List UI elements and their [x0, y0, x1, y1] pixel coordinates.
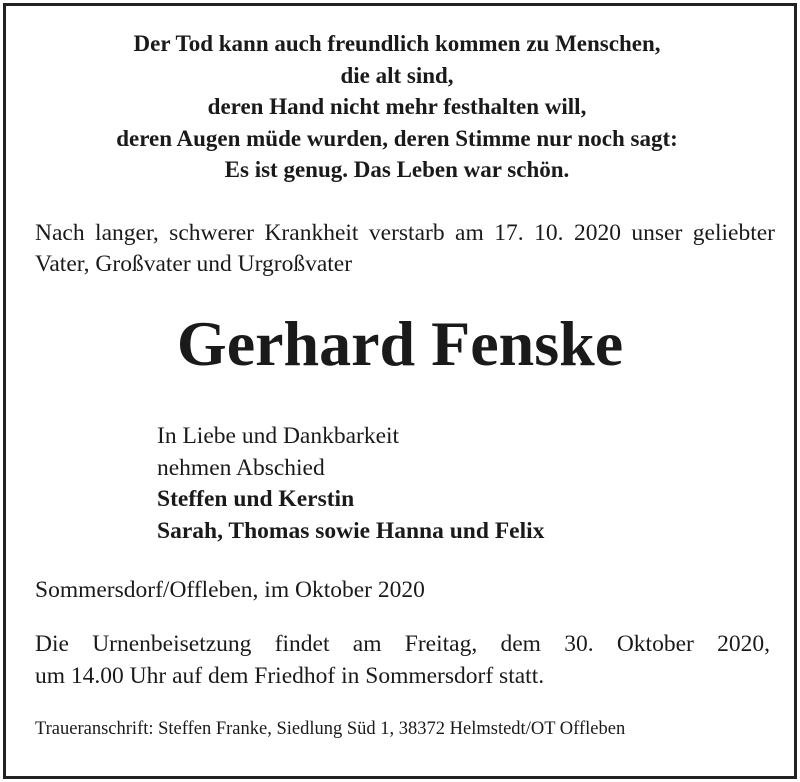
poem-line: die alt sind,: [340, 62, 454, 88]
poem-line: Es ist genug. Das Leben war schön.: [224, 157, 570, 182]
mourners-line: nehmen Abschied: [157, 454, 325, 481]
deceased-name: Gerhard Fenske: [176, 308, 624, 379]
burial-notice: [35, 628, 770, 692]
mourning-address: Traueranschrift: Steffen Franke, Siedlung Süd 1, 38372 Helmstedt/OT Offleben: [35, 719, 626, 739]
poem-line: Der Tod kann auch freundlich kommen zu Menschen,: [133, 31, 661, 56]
poem-line: deren Hand nicht mehr festhalten will,: [207, 94, 587, 119]
death-announcement: Nach langer, schwerer Krankheit verstarb am 17. 10. 2020 unser geliebter Vater, Großvater und Urgroßvater: [35, 220, 775, 277]
poem: [0, 28, 794, 186]
mourners-names: Steffen und Kerstin: [157, 486, 355, 512]
place-date: Sommersdorf/Offleben, im Oktober 2020: [35, 577, 425, 603]
burial-line: um 14.00 Uhr auf dem Friedhof in Sommersdorf statt.: [35, 663, 545, 689]
mourners-names: Sarah, Thomas sowie Hanna und Felix: [157, 517, 545, 544]
mourners-block: [157, 421, 544, 547]
poem-line: deren Augen müde wurden, deren Stimme nur noch sagt:: [116, 125, 678, 151]
burial-line: Die Urnenbeisetzung findet am Freitag, dem 30. Oktober 2020,: [35, 631, 770, 657]
mourners-line: In Liebe und Dankbarkeit: [157, 423, 400, 449]
